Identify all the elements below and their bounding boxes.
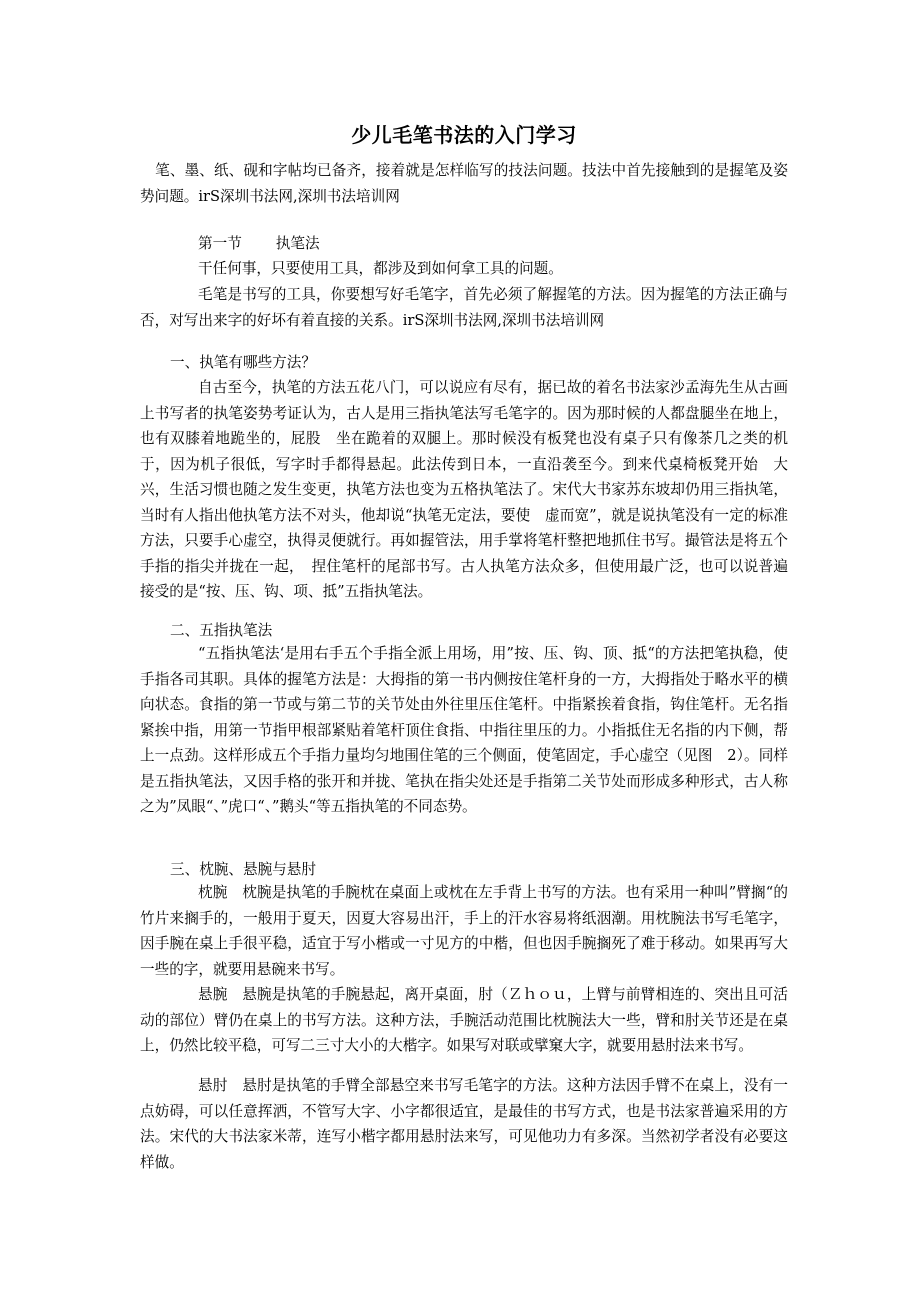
- section1-heading: [198, 232, 320, 256]
- intro-paragraph: [140, 158, 788, 209]
- part3-paragraph-raised-elbow: 悬肘 悬肘是执笔的手臂全部悬空来书写毛笔字的方法。这种方法因手臂不在桌上，没有一点妨碍，可以任意挥洒，不管写大字、小字都很适宜，是最佳的书写方式，也是书法家普遍采用的方法。宋代的大书法家米蒂，连写小楷字都用悬肘法来写，可见他功力有多深。当然初学者没有必要这样做。: [140, 1077, 788, 1171]
- part2-heading: 二、五指执笔法: [170, 622, 273, 639]
- part3-paragraph-raised-wrist: 悬腕 悬腕是执笔的手腕悬起，离开桌面，肘（Ｚｈｏｕ，上臂与前臂相连的、突出且可活动的部位）臂仍在桌上的书写方法。这种方法，手腕活动范围比枕腕法大一些，臂和肘关节还是在桌上，仍然比较平稳，可写二三寸大小的大楷字。如果写对联或擘窠大字，就要用悬肘法来书写。: [140, 986, 788, 1054]
- document-title: 少儿毛笔书法的入门学习: [351, 123, 577, 147]
- section1-paragraph-2: 毛笔是书写的工具，你要想写好毛笔字，首先必须了解握笔的方法。因为握笔的方法正确与否，对写出来字的好坏有着直接的关系。irS深圳书法网,深圳书法培训网: [140, 286, 788, 329]
- intro-text: 笔、墨、纸、砚和字帖均已备齐，接着就是怎样临写的技法问题。技法中首先接触到的是握笔及姿势问题。irS深圳书法网,深圳书法培训网: [140, 162, 788, 205]
- part3-heading: 三、枕腕、悬腕与悬肘: [170, 861, 316, 878]
- part3-paragraph-wrist-rest: 枕腕 枕腕是执笔的手腕枕在桌面上或枕在左手背上书写的方法。也有采用一种叫”臂搁“的竹片来搁手的，一般用于夏天，因夏大容易出汗，手上的汗水容易将纸洇潮。用枕腕法书写毛笔字，因手腕在桌上手很平稳，适宜于写小楷或一寸见方的中楷，但也因手腕搁死了难于移动。如果再写大一些的字，就要用悬碗来书写。: [140, 884, 788, 978]
- part1-heading: 一、执笔有哪些方法？: [170, 354, 316, 371]
- section1-title: 执笔法: [275, 235, 320, 252]
- part2-body: “五指执笔法‘是用右手五个手指全派上用场，用”按、压、钩、顶、抵“的方法把笔执稳，使手指各司其职。具体的握笔方法是：大拇指的第一书内侧按住笔杆身的一方，大拇指处于略水平的横向状态。食指的第一节或与第二节的关节处由外往里压住笔杆。中指紧挨着食指，钩住笔杆。无名指紧挨中指，用第一节指甲根部紧贴着笔杆顶住食指、中指往里压的力。小指抵住无名指的内下侧，帮上一点劲。这样形成五个手指力量均匀地围住笔的三个侧面，使笔固定，手心虚空（见图 2）。同样是五指执笔法，又因手格的张开和并拢、笔执在指尖处还是手指第二关节处而形成多种形式，古人称之为”凤眼“、”虎口“、”鹅头“等五指执笔的不同态势。: [140, 645, 788, 815]
- section1-paragraph-1: 干任何事，只要使用工具，都涉及到如何拿工具的问题。: [198, 260, 563, 277]
- section1-number: 第一节: [198, 235, 242, 252]
- part1-body: 自古至今，执笔的方法五花八门，可以说应有尽有，据已故的着名书法家沙孟海先生从古画上书写者的执笔姿势考证认为，古人是用三指执笔法写毛笔字的。因为那时候的人都盘腿坐在地上，也有双膝着地跪坐的，屁股 坐在跪着的双腿上。那时候没有板凳也没有桌子只有像茶几之类的机于，因为机子很低，写字时手都得悬起。此法传到日本，一直沿袭至今。到来代桌椅板凳开始 大兴，生活习惯也随之发生变更，执笔方法也变为五格执笔法了。宋代大书家苏东坡却仍用三指执笔，当时有人指出他执笔方法不对头，他却说“执笔无定法，要使 虚而宽”，就是说执笔没有一定的标准方法，只要手心虚空，执得灵便就行。再如握管法，用手掌将笔杆整把地抓住书写。撮管法是将五个手指的指尖并拢在一起， 捏住笔杆的尾部书写。古人执笔方法众多，但使用最广泛，也可以说普遍接受的是“按、压、钩、项、抵”五指执笔法。: [140, 379, 788, 600]
